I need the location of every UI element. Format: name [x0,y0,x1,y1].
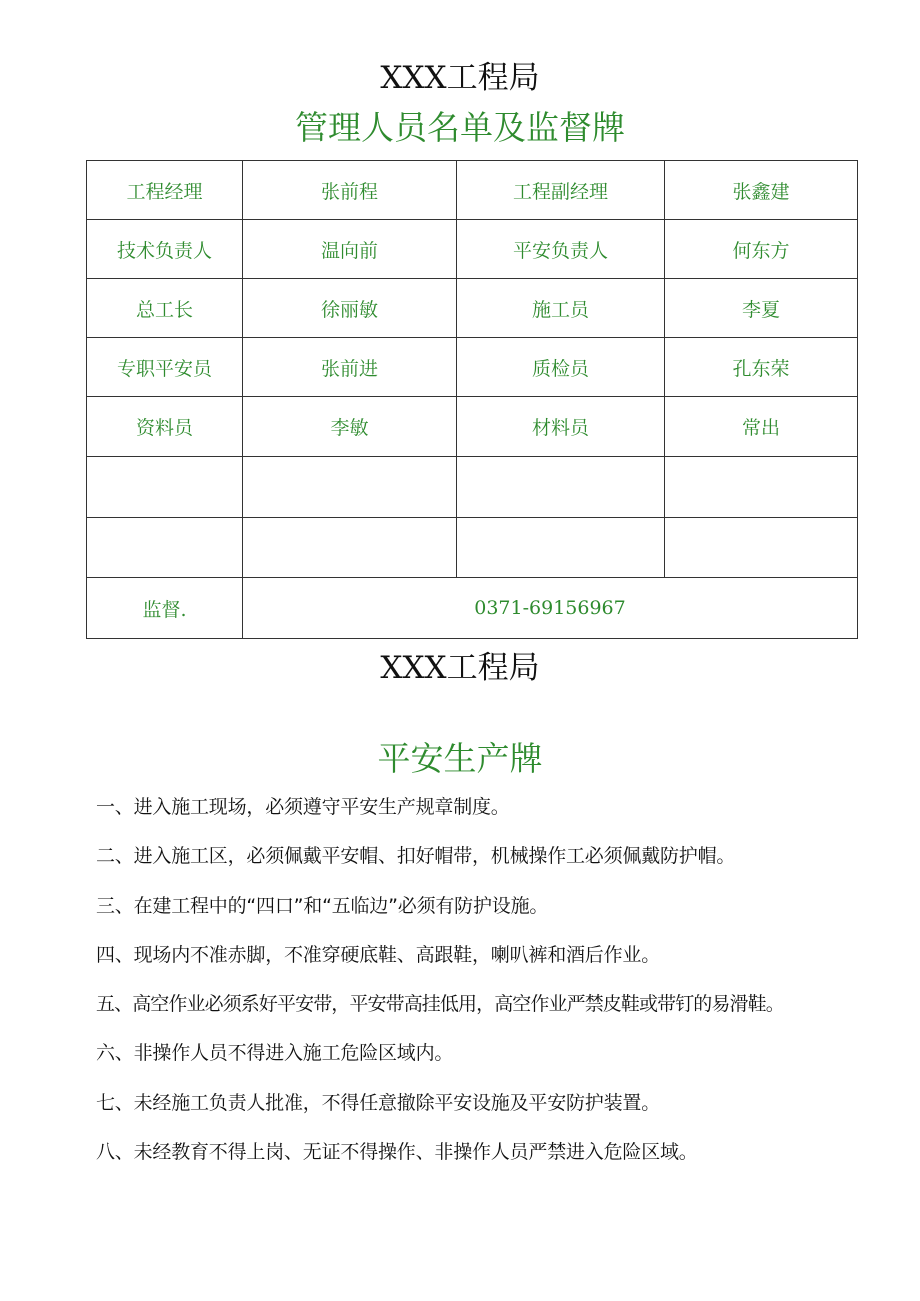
role-cell: 技术负责人 [87,220,243,279]
list-item: 五、高空作业必须系好平安带，平安带高挂低用，高空作业严禁皮鞋或带钉的易滑鞋。 [96,993,784,1016]
person-cell: 温向前 [243,220,457,279]
safety-board-title: 平安生产牌 [377,739,543,778]
table-row [87,161,858,220]
supervision-phone: 0371-69156967 [243,578,858,639]
person-cell: 张鑫建 [665,161,858,220]
list-item: 二、进入施工区，必须佩戴平安帽、扣好帽带，机械操作工必须佩戴防护帽。 [96,845,736,868]
empty-table-row [87,457,858,518]
person-cell: 常出 [665,397,858,457]
empty-cell [457,457,665,518]
list-item: 三、在建工程中的“四口”和“五临边”必须有防护设施。 [96,894,549,917]
list-item: 一、进入施工现场，必须遵守平安生产规章制度。 [96,796,510,818]
table-row [87,397,858,457]
role-cell: 资料员 [87,397,243,457]
table-row [87,220,858,279]
person-cell: 李夏 [665,279,858,338]
empty-cell [243,518,457,578]
supervision-label: 监督. [87,578,243,639]
person-cell: 张前进 [243,338,457,397]
role-cell: 工程副经理 [457,161,665,220]
safety-rules-list [96,795,906,1189]
roster-title: 管理人员名单及监督牌 [295,108,625,147]
role-cell: 专职平安员 [87,338,243,397]
empty-cell [457,518,665,578]
role-cell: 工程经理 [87,161,243,220]
list-item: 七、未经施工负责人批准，不得任意撤除平安设施及平安防护装置。 [96,1091,661,1114]
person-cell: 孔东荣 [665,338,858,397]
empty-cell [665,518,858,578]
empty-cell [87,518,243,578]
role-cell: 材料员 [457,397,665,457]
role-cell: 质检员 [457,338,665,397]
org-title: XXX工程局 [380,60,540,96]
role-cell: 施工员 [457,279,665,338]
role-cell: 平安负责人 [457,220,665,279]
person-cell: 徐丽敏 [243,279,457,338]
empty-cell [87,457,243,518]
safety-org-title: XXX工程局 [380,650,540,686]
empty-table-row [87,518,858,578]
person-cell: 张前程 [243,161,457,220]
person-cell: 何东方 [665,220,858,279]
empty-cell [243,457,457,518]
management-roster-table [86,160,858,639]
person-cell: 李敏 [243,397,457,457]
table-row [87,279,858,338]
list-item: 四、现场内不准赤脚，不准穿硬底鞋、高跟鞋，喇叭裤和酒后作业。 [96,943,661,966]
supervision-row [87,578,858,639]
list-item: 八、未经教育不得上岗、无证不得操作、非操作人员严禁进入危险区域。 [96,1141,698,1164]
table-row [87,338,858,397]
empty-cell [665,457,858,518]
list-item: 六、非操作人员不得进入施工危险区域内。 [96,1042,454,1065]
role-cell: 总工长 [87,279,243,338]
